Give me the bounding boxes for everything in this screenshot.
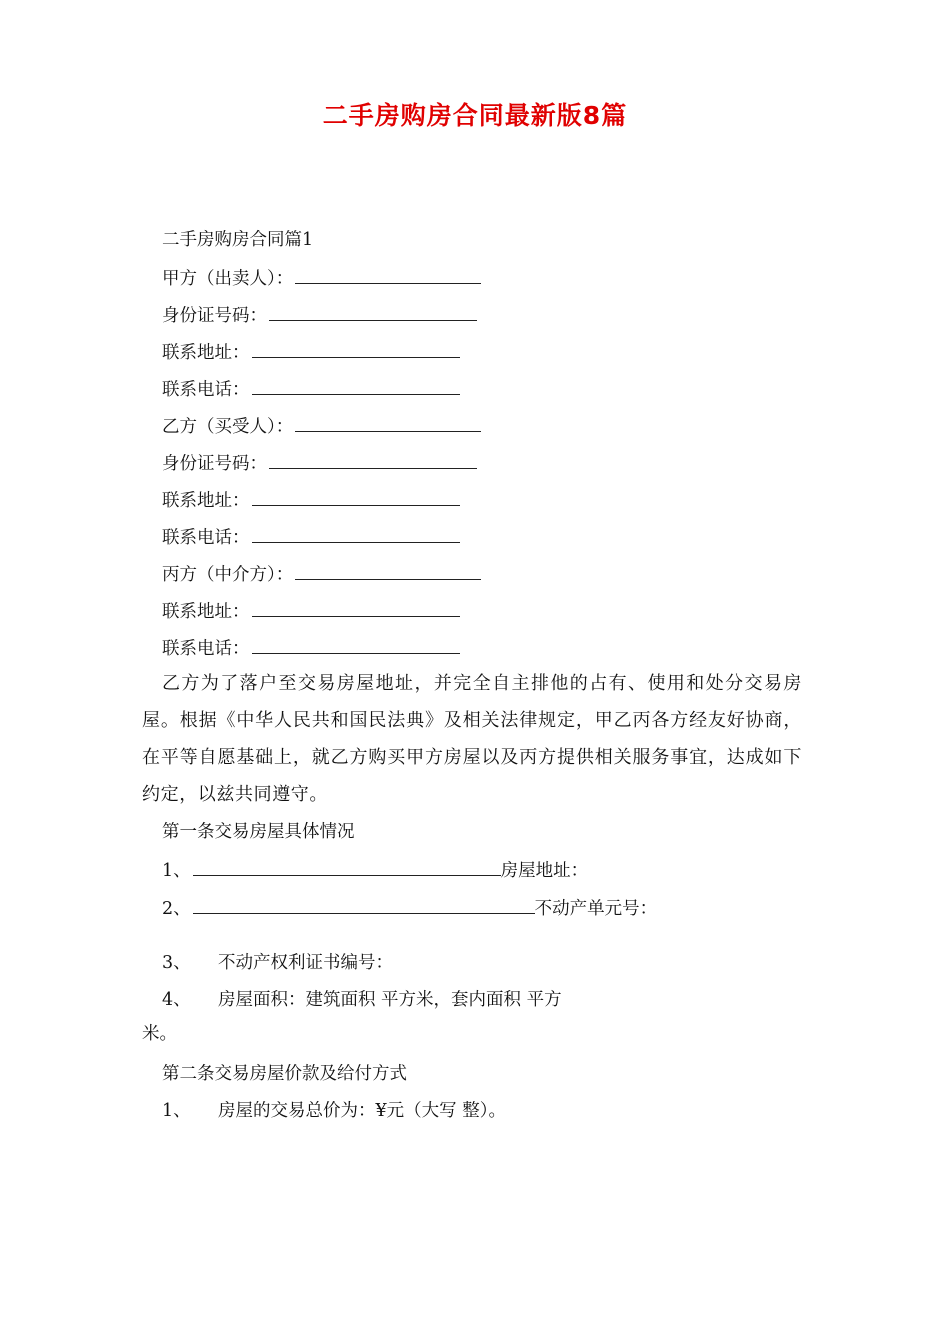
blank-field[interactable] [252,487,460,506]
party-line [162,413,481,439]
article1-item3 [162,951,393,975]
party-label: 联系电话： [162,380,250,400]
party-label: 联系电话： [162,639,250,659]
article1-item2 [162,895,657,921]
item-label: 房屋地址： [500,861,589,881]
party-line [162,487,460,513]
party-label: 身份证号码： [162,306,267,326]
intro-paragraph: 乙方为了落户至交易房屋地址，并完全自主排他的占有、使用和处分交易房屋。根据《中华人民共和国民法典》及相关法律规定，甲乙丙各方经友好协商，在平等自愿基础上，就乙方购买甲方房屋以及丙方提供相关服务事宜，达成如下约定，以兹共同遵守。 [142,673,802,805]
blank-field[interactable] [295,413,481,432]
party-label: 乙方（买受人）： [162,417,294,437]
blank-field[interactable] [252,339,460,358]
blank-field[interactable] [295,561,481,580]
item-number: 3、 [162,953,191,973]
party-label: 联系电话： [162,528,250,548]
article2-item1 [162,1099,506,1123]
party-line [162,450,477,476]
party-label: 联系地址： [162,491,250,511]
party-line [162,598,460,624]
document-title: 二手房购房合同最新版8篇 [322,101,628,130]
article1-heading: 第一条交易房屋具体情况 [162,822,355,842]
party-line [162,524,460,550]
blank-field[interactable] [252,524,460,543]
blank-field[interactable] [295,265,481,284]
blank-field[interactable] [252,635,460,654]
item-text: 房屋的交易总价为：¥元（大写 整）。 [218,1101,506,1121]
party-line [162,302,477,328]
blank-field[interactable] [252,598,460,617]
party-label: 甲方（出卖人）： [162,269,294,289]
blank-field[interactable] [269,302,477,321]
item-number: 1、 [162,861,191,881]
party-line [162,339,460,365]
blank-field[interactable] [269,450,477,469]
party-line [162,376,460,402]
party-label: 联系地址： [162,602,250,622]
party-label: 联系地址： [162,343,250,363]
section-heading: 二手房购房合同篇1 [162,230,314,250]
item-number: 2、 [162,899,191,919]
item-label: 不动产单元号： [534,899,658,919]
party-line [162,561,481,587]
item-text: 房屋面积：建筑面积 平方米，套内面积 平方 [218,990,562,1010]
article2-heading: 第二条交易房屋价款及给付方式 [162,1064,407,1084]
blank-field[interactable] [193,857,501,876]
item-text: 不动产权利证书编号： [218,953,393,973]
party-line [162,635,460,661]
blank-field[interactable] [252,376,460,395]
article1-item4-cont: 米。 [142,1024,177,1044]
party-label: 丙方（中介方）： [162,565,294,585]
item-number: 4、 [162,990,191,1010]
party-label: 身份证号码： [162,454,267,474]
blank-field[interactable] [193,895,535,914]
article1-item4 [162,988,562,1012]
article1-item1 [162,857,588,883]
party-line [162,265,481,291]
item-number: 1、 [162,1101,191,1121]
